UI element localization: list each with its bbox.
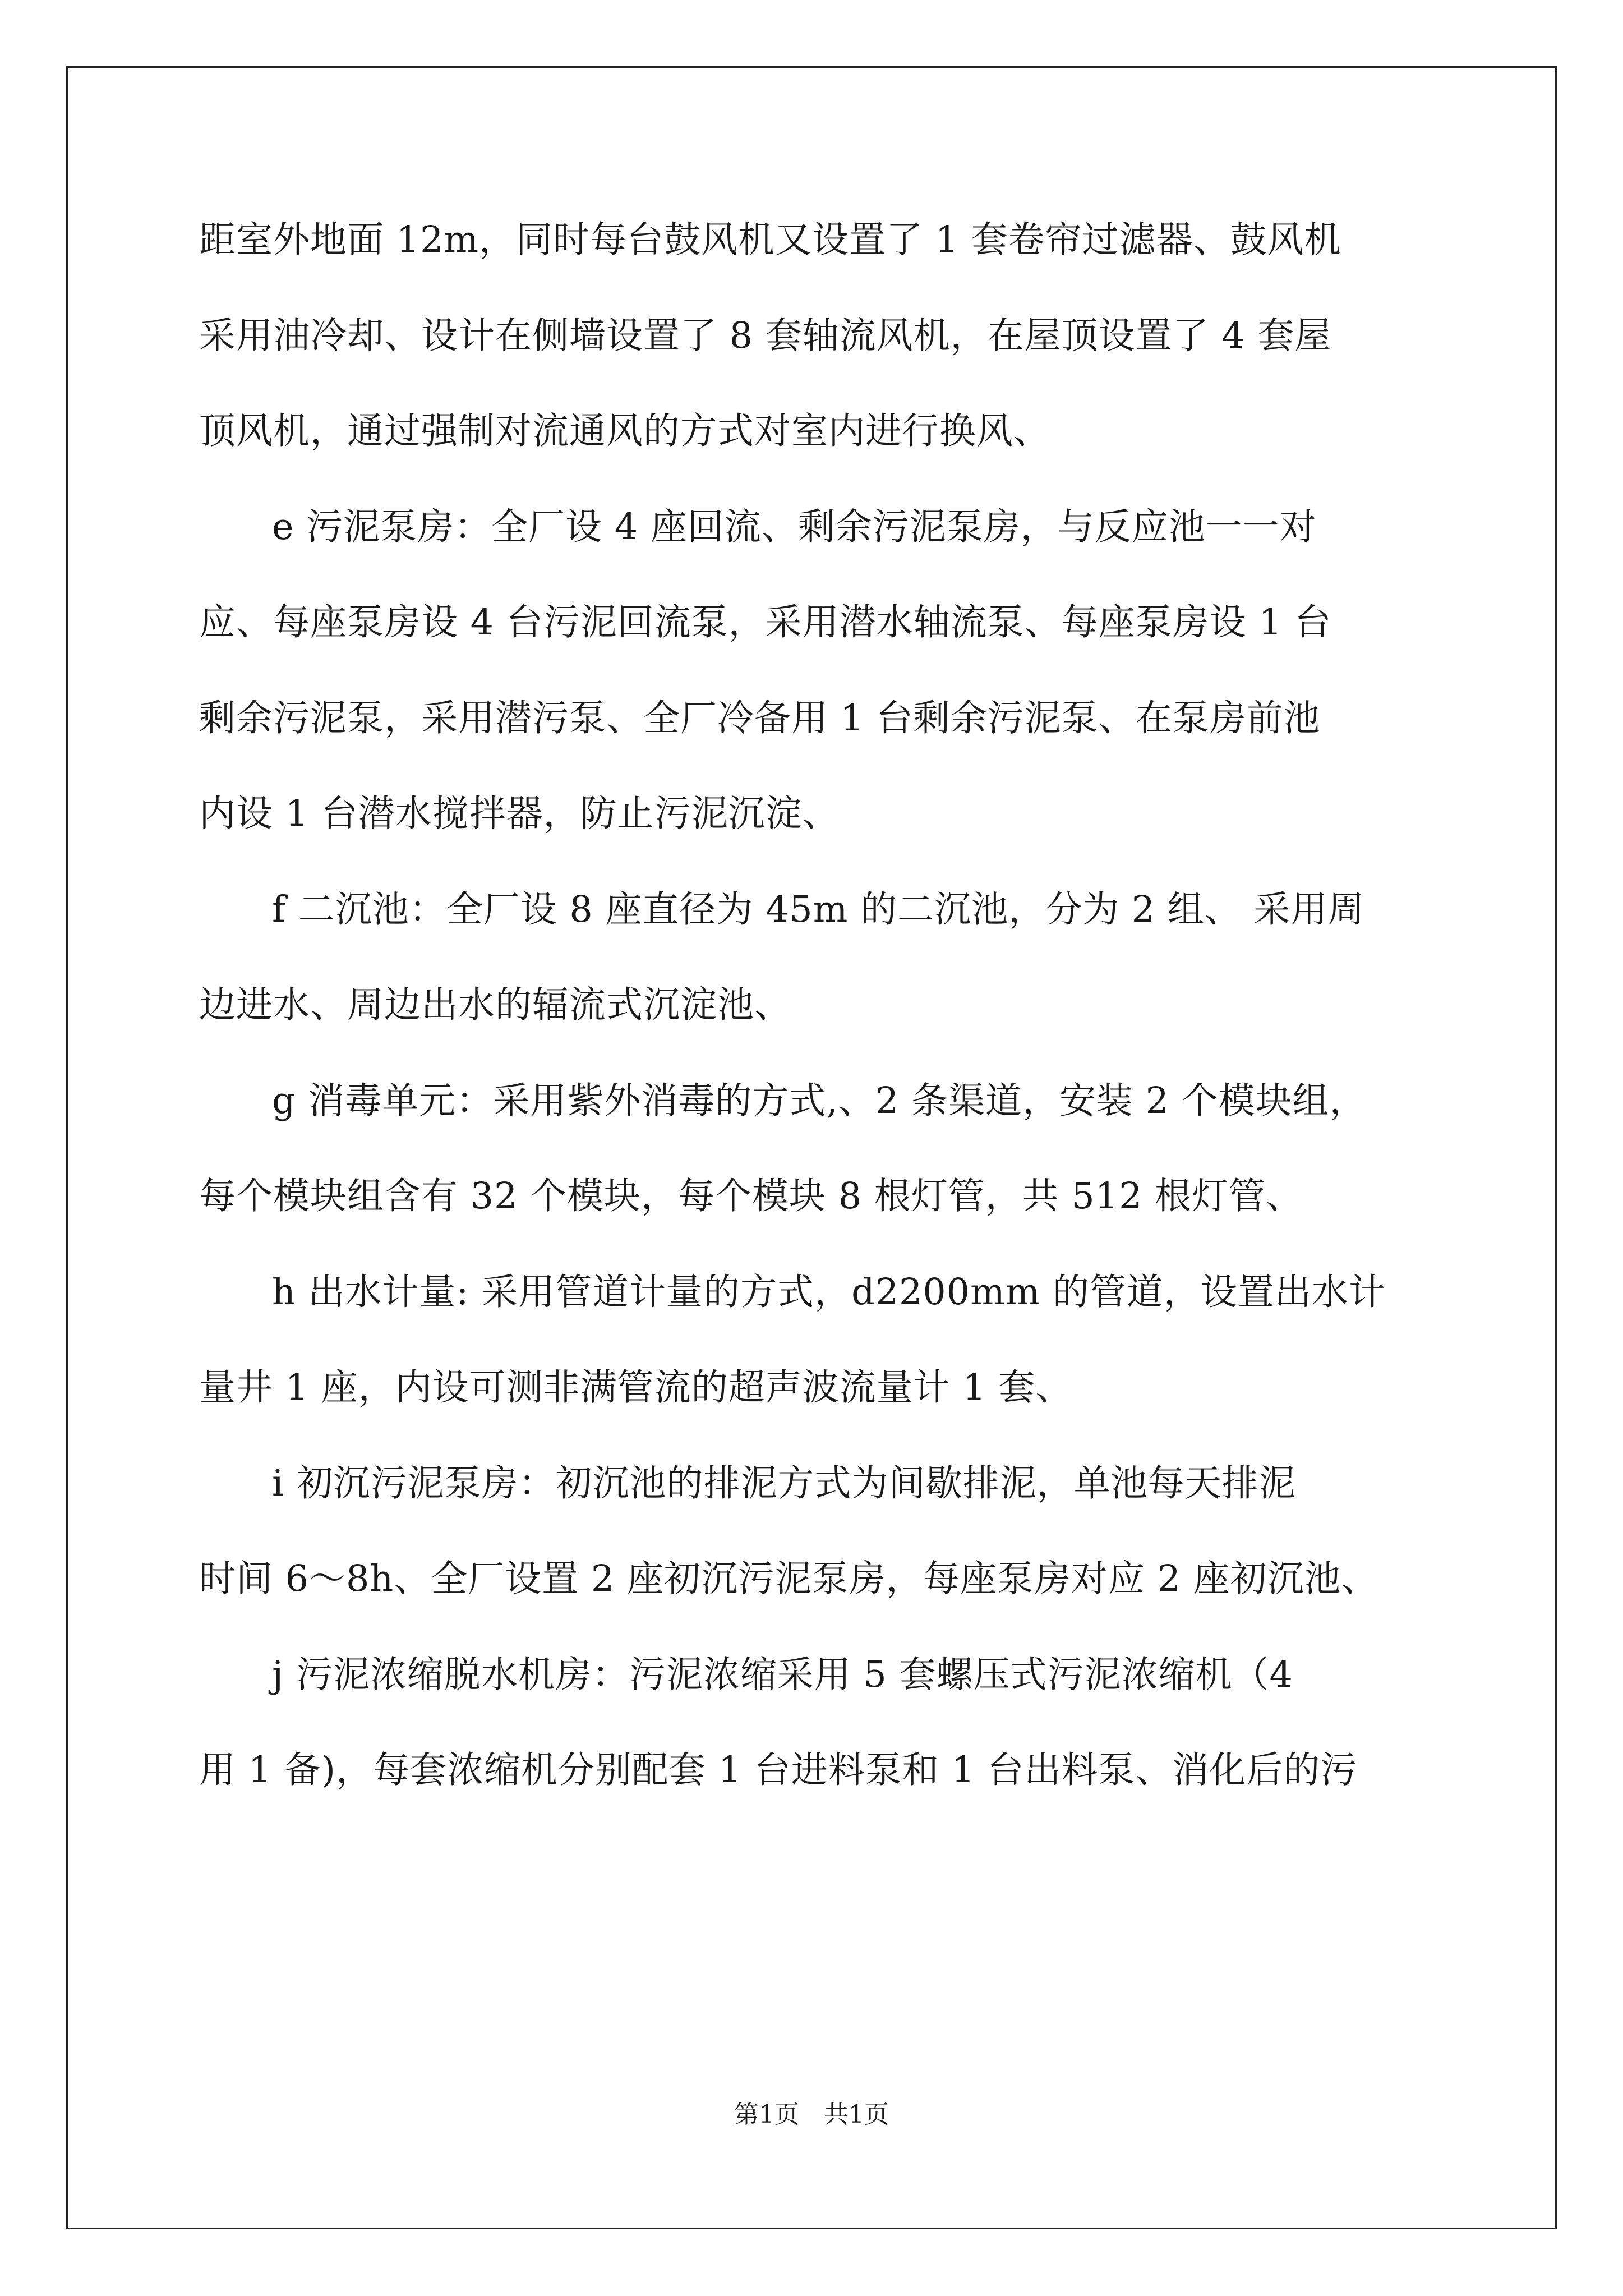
paragraph-start-line: f 二沉池：全厂设 8 座直径为 45m 的二沉池，分为 2 组、 采用周 — [272, 888, 1365, 931]
text-line: 剩余污泥泵，采用潜污泵、全厂冷备用 1 台剩余污泥泵、在泵房前池 — [199, 697, 1321, 739]
text-line: 每个模块组含有 32 个模块，每个模块 8 根灯管，共 512 根灯管、 — [199, 1175, 1303, 1217]
text-line: 时间 6～8h、全厂设置 2 座初沉污泥泵房，每座泵房对应 2 座初沉池、 — [199, 1558, 1378, 1600]
document-body — [199, 215, 1433, 1841]
paragraph-start-line: h 出水计量: 采用管道计量的方式，d2200mm 的管道，设置出水计 — [272, 1271, 1386, 1313]
text-line: 应、每座泵房设 4 台污泥回流泵，采用潜水轴流泵、每座泵房设 1 台 — [199, 601, 1332, 643]
text-line: 边进水、周边出水的辐流式沉淀池、 — [199, 984, 792, 1026]
text-line: 内设 1 台潜水搅拌器，防止污泥沉淀、 — [199, 793, 840, 835]
text-line: 距室外地面 12m，同时每台鼓风机又设置了 1 套卷帘过滤器、鼓风机 — [199, 219, 1341, 261]
text-line: 采用油冷却、设计在侧墙设置了 8 套轴流风机，在屋顶设置了 4 套屋 — [199, 314, 1332, 357]
paragraph-start-line: j 污泥浓缩脱水机房：污泥浓缩采用 5 套螺压式污泥浓缩机（4 — [272, 1653, 1293, 1696]
text-line: 顶风机，通过强制对流通风的方式对室内进行换风、 — [199, 410, 1051, 452]
text-line: 量井 1 座，内设可测非满管流的超声波流量计 1 套、 — [199, 1366, 1073, 1409]
paragraph-start-line: i 初沉污泥泵房：初沉池的排泥方式为间歇排泥，单池每天排泥 — [272, 1462, 1296, 1504]
paragraph-start-line: g 消毒单元：采用紫外消毒的方式,、2 条渠道，安装 2 个模块组， — [272, 1079, 1367, 1122]
text-line: 用 1 备)，每套浓缩机分别配套 1 台进料泵和 1 台出料泵、消化后的污 — [199, 1749, 1358, 1791]
paragraph-start-line: e 污泥泵房：全厂设 4 座回流、剩余污泥泵房，与反应池一一对 — [272, 505, 1317, 548]
page-number-footer: 第1页 共1页 — [734, 2100, 889, 2129]
